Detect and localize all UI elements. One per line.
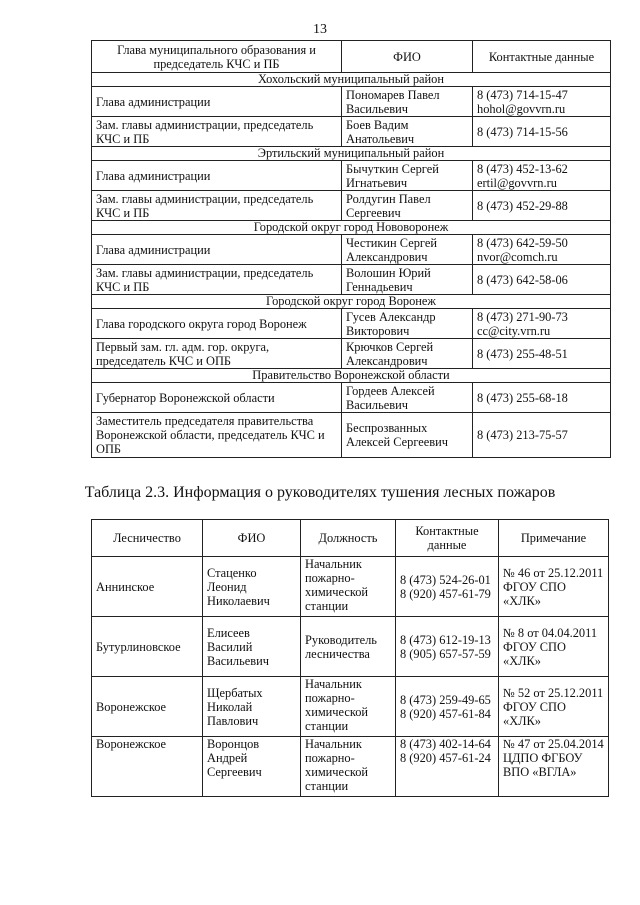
table-row — [92, 339, 611, 369]
contact-cell: 8 (473) 452-29-88 — [473, 191, 611, 221]
name-cell: Гордеев Алексей Васильевич — [342, 383, 473, 413]
forestry-cell: Воронежское — [92, 737, 203, 797]
section-title: Городской округ город Нововоронеж — [92, 221, 611, 235]
section-row — [92, 221, 611, 235]
position-cell: Начальник пожарно-химической станции — [301, 677, 396, 737]
contact-cell — [473, 87, 611, 117]
name-cell: Стаценко Леонид Николаевич — [203, 557, 301, 617]
email: nvor@comch.ru — [477, 249, 558, 264]
phone: 8 (473) 259-49-65 — [400, 692, 491, 707]
section-title: Хохольский муниципальный район — [92, 73, 611, 87]
name-cell: Беспрозванных Алексей Сергеевич — [342, 413, 473, 458]
table-row — [92, 117, 611, 147]
position-cell: Глава администрации — [92, 235, 342, 265]
phone: 8 (920) 457-61-84 — [400, 706, 491, 721]
name-cell: Воронцов Андрей Сергеевич — [203, 737, 301, 797]
name-cell: Бычуткин Сергей Игнатьевич — [342, 161, 473, 191]
forestry-cell: Аннинское — [92, 557, 203, 617]
section-row — [92, 369, 611, 383]
column-header: Глава муниципального образования и председатель КЧС и ПБ — [92, 41, 342, 73]
contact-cell — [473, 309, 611, 339]
table-row — [92, 677, 609, 737]
position-cell: Зам. главы администрации, председатель КЧС и ПБ — [92, 117, 342, 147]
table-row — [92, 235, 611, 265]
note-cell: № 46 от 25.12.2011 ФГОУ СПО «ХЛК» — [499, 557, 609, 617]
name-cell: Честикин Сергей Александрович — [342, 235, 473, 265]
contact-cell — [396, 677, 499, 737]
table-row — [92, 87, 611, 117]
section-row — [92, 73, 611, 87]
name-cell: Крючков Сергей Александрович — [342, 339, 473, 369]
officials-table — [91, 40, 611, 458]
section-title: Эртильский муниципальный район — [92, 147, 611, 161]
phone: 8 (473) 402-14-64 — [400, 737, 491, 751]
table-row — [92, 737, 609, 797]
note-cell: № 47 от 25.04.2014 ЦДПО ФГБОУ ВПО «ВГЛА» — [499, 737, 609, 797]
table-row — [92, 191, 611, 221]
section-title: Правительство Воронежской области — [92, 369, 611, 383]
forestry-cell: Воронежское — [92, 677, 203, 737]
contact-cell — [473, 235, 611, 265]
name-cell: Боев Вадим Анатольевич — [342, 117, 473, 147]
name-cell: Гусев Александр Викторович — [342, 309, 473, 339]
position-cell: Губернатор Воронежской области — [92, 383, 342, 413]
email: cc@city.vrn.ru — [477, 323, 551, 338]
contact-cell — [396, 617, 499, 677]
phone: 8 (920) 457-61-79 — [400, 586, 491, 601]
note-cell: № 52 от 25.12.2011 ФГОУ СПО «ХЛК» — [499, 677, 609, 737]
contact-cell — [396, 557, 499, 617]
phone: 8 (473) 524-26-01 — [400, 572, 491, 587]
table-row — [92, 161, 611, 191]
name-cell: Пономарев Павел Васильевич — [342, 87, 473, 117]
section-title: Городской округ город Воронеж — [92, 295, 611, 309]
column-header: Контактные данные — [473, 41, 611, 73]
phone: 8 (473) 271-90-73 — [477, 309, 568, 324]
note-cell: № 8 от 04.04.2011 ФГОУ СПО «ХЛК» — [499, 617, 609, 677]
table-row — [92, 617, 609, 677]
position-cell: Зам. главы администрации, председатель КЧС и ПБ — [92, 191, 342, 221]
column-header: Должность — [301, 520, 396, 557]
section-row — [92, 147, 611, 161]
phone: 8 (473) 452-13-62 — [477, 161, 568, 176]
position-cell: Глава городского округа город Воронеж — [92, 309, 342, 339]
name-cell: Щербатых Николай Павлович — [203, 677, 301, 737]
column-header: Контактные данные — [396, 520, 499, 557]
position-cell: Руководитель лесничества — [301, 617, 396, 677]
column-header: Лесничество — [92, 520, 203, 557]
page-number: 13 — [313, 22, 327, 37]
contact-cell: 8 (473) 255-48-51 — [473, 339, 611, 369]
table-row — [92, 265, 611, 295]
table-row — [92, 557, 609, 617]
section-row — [92, 295, 611, 309]
contact-cell — [473, 161, 611, 191]
contact-cell: 8 (473) 714-15-56 — [473, 117, 611, 147]
name-cell: Волошин Юрий Геннадьевич — [342, 265, 473, 295]
phone: 8 (905) 657-57-59 — [400, 646, 491, 661]
email: hohol@govvrn.ru — [477, 101, 566, 116]
position-cell: Начальник пожарно-химической станции — [301, 737, 396, 797]
email: ertil@govvrn.ru — [477, 175, 557, 190]
name-cell: Ролдугин Павел Сергеевич — [342, 191, 473, 221]
table-row — [92, 383, 611, 413]
position-cell: Первый зам. гл. адм. гор. округа, председатель КЧС и ОПБ — [92, 339, 342, 369]
table-row — [92, 309, 611, 339]
column-header: ФИО — [203, 520, 301, 557]
contact-cell: 8 (473) 213-75-57 — [473, 413, 611, 458]
table-row — [92, 413, 611, 458]
forestry-cell: Бутурлиновское — [92, 617, 203, 677]
position-cell: Глава администрации — [92, 161, 342, 191]
position-cell: Зам. главы администрации, председатель КЧС и ПБ — [92, 265, 342, 295]
contact-cell: 8 (473) 642-58-06 — [473, 265, 611, 295]
contact-cell: 8 (473) 255-68-18 — [473, 383, 611, 413]
position-cell: Начальник пожарно-химической станции — [301, 557, 396, 617]
fire-leaders-table — [91, 519, 609, 797]
column-header: ФИО — [342, 41, 473, 73]
table-caption: Таблица 2.3. Информация о руководителях тушения лесных пожаров — [84, 484, 556, 501]
name-cell: Елисеев Василий Васильевич — [203, 617, 301, 677]
phone: 8 (473) 714-15-47 — [477, 87, 568, 102]
phone: 8 (920) 457-61-24 — [400, 751, 491, 765]
position-cell: Глава администрации — [92, 87, 342, 117]
position-cell: Заместитель председателя правительства Воронежской области, председатель КЧС и ОПБ — [92, 413, 342, 458]
phone: 8 (473) 642-59-50 — [477, 235, 568, 250]
table-header-row — [92, 41, 611, 73]
table-header-row — [92, 520, 609, 557]
column-header: Примечание — [499, 520, 609, 557]
phone: 8 (473) 612-19-13 — [400, 632, 491, 647]
contact-cell — [396, 737, 499, 797]
